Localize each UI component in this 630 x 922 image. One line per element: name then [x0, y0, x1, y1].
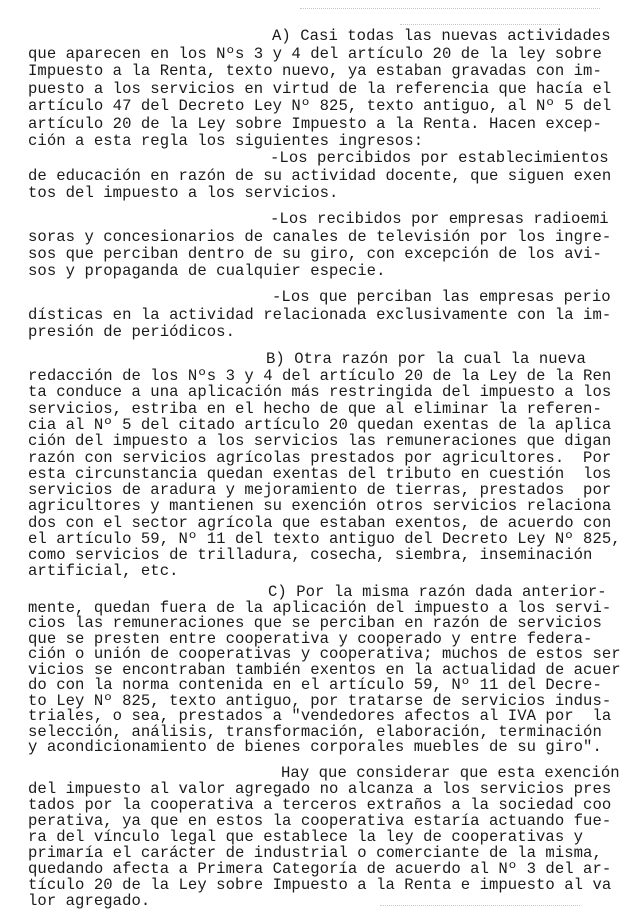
text-line: soras y concesionarios de canales de televisión por los ingre-: [28, 228, 612, 246]
text-line: perativa, ya que en estos la cooperativa estaría actuando fue-: [28, 812, 612, 830]
text-line: razón con servicios agrícolas prestados por agricultores. Por: [28, 449, 612, 467]
text-line: agricultores y mantienen su exención otros servicios relaciona: [28, 497, 612, 515]
text-line: quedando afecta a Primera Categoría de acuerdo al Nº 3 del ar-: [28, 860, 612, 878]
text-line: ra del vínculo legal que establece la ley de cooperativas y: [28, 828, 584, 846]
section-c-heading: C) Por la misma razón dada anterior-: [268, 583, 607, 601]
text-line: el artículo 59, Nº 11 del texto antiguo del Decreto Ley Nº 825,: [28, 530, 621, 548]
text-line: del impuesto al valor agregado no alcanza a los servicios pres: [28, 780, 612, 798]
text-line: sos que perciban dentro de su giro, con excepción de los avi-: [28, 245, 602, 263]
text-line: sos y propaganda de cualquier especie.: [28, 262, 386, 280]
text-line: primaría el carácter de industrial o comerciante de la misma,: [28, 844, 602, 862]
text-line: to Ley Nº 825, texto antiguo, por tratarse de servicios indus-: [28, 692, 612, 710]
text-line: redacción de los Nºs 3 y 4 del artículo 20 de la Ley de la Ren: [28, 367, 612, 385]
text-line: servicios de aradura y mejoramiento de tierras, prestados por: [28, 481, 612, 499]
text-line: artículo 47 del Decreto Ley Nº 825, texto antiguo, al Nº 5 del: [28, 97, 612, 115]
text-line: y acondicionamiento de bienes corporales muebles de su giro".: [28, 738, 602, 756]
text-line: presión de periódicos.: [28, 323, 235, 341]
item-3-heading: -Los que perciban las empresas perio: [272, 288, 611, 306]
text-line: dos con el sector agrícola que estaban exentos, de acuerdo con: [28, 514, 612, 532]
text-line: vicios se encontraban también exentos en la actualidad de acuer: [28, 661, 621, 679]
closing-heading: Hay que considerar que esta exención: [281, 764, 620, 782]
text-line: ción o unión de cooperativas y cooperativa; muchos de estos ser: [28, 645, 621, 663]
scan-noise: [400, 24, 560, 26]
item-1-heading: -Los percibidos por establecimientos: [270, 149, 609, 167]
text-line: dísticas en la actividad relacionada exclusivamente con la im-: [28, 306, 612, 324]
text-line: artificial, etc.: [28, 562, 179, 580]
text-line: Impuesto a la Renta, texto nuevo, ya estaban gravadas con im-: [28, 62, 602, 80]
text-line: que aparecen en los Nºs 3 y 4 del artículo 20 de la ley sobre: [28, 45, 602, 63]
text-line: selección, análisis, transformación, elaboración, terminación: [28, 723, 602, 741]
text-line: ción del impuesto a los servicios las remuneraciones que digan: [28, 432, 612, 450]
text-line: tos del impuesto a los servicios.: [28, 184, 339, 202]
text-line: como servicios de trilladura, cosecha, siembra, inseminación: [28, 546, 593, 564]
text-line: que se presten entre cooperativa y cooperado y entre federa-: [28, 630, 593, 648]
scan-noise: [300, 8, 600, 10]
text-line: triales, o sea, prestados a "vendedores afectos al IVA por la: [28, 707, 612, 725]
section-a-heading: A) Casi todas las nuevas actividades: [272, 27, 611, 45]
text-line: cia al Nº 5 del citado artículo 20 quedan exentas de la aplica: [28, 416, 612, 434]
text-line: puesto a los servicios en virtud de la referencia que hacía el: [28, 80, 612, 98]
item-2-heading: -Los recibidos por empresas radioemi: [270, 210, 609, 228]
text-line: tados por la cooperativa a terceros extraños a la sociedad coo: [28, 796, 612, 814]
text-line: do con la norma contenida en el artículo 59, Nº 11 del Decre-: [28, 676, 602, 694]
text-line: servicios, estriba en el hecho de que al eliminar la referen-: [28, 400, 602, 418]
section-b-heading: B) Otra razón por la cual la nueva: [266, 350, 586, 368]
text-line: mente, quedan fuera de la aplicación del impuesto a los servi-: [28, 599, 612, 617]
text-line: cios las remuneraciones que se perciban en razón de servicios: [28, 614, 602, 632]
text-line: ción a esta regla los siguientes ingresos:: [28, 132, 424, 150]
text-line: tículo 20 de la Ley sobre Impuesto a la Renta e impuesto al va: [28, 876, 612, 894]
scan-noise: [380, 905, 580, 907]
text-line: esta circunstancia quedan exentas del tributo en cuestión los: [28, 465, 612, 483]
text-line: lor agregado.: [28, 892, 151, 910]
text-line: ta conduce a una aplicación más restringida del impuesto a los: [28, 383, 612, 401]
text-line: de educación en razón de su actividad docente, que siguen exen: [28, 167, 612, 185]
text-line: artículo 20 de la Ley sobre Impuesto a la Renta. Hacen excep-: [28, 115, 602, 133]
